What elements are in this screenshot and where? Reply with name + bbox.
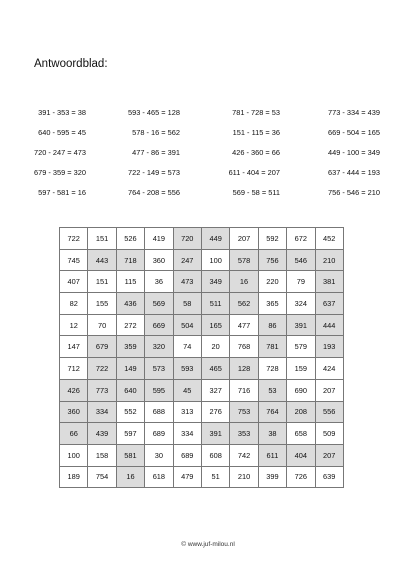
grid-cell: 593 — [173, 358, 201, 380]
grid-cell: 669 — [145, 314, 173, 336]
grid-cell: 419 — [145, 228, 173, 250]
grid-cell: 640 — [116, 379, 144, 401]
equation: 669 - 504 = 165 — [328, 128, 380, 137]
grid-cell: 149 — [116, 358, 144, 380]
grid-cell: 381 — [315, 271, 343, 293]
grid-row — [60, 423, 344, 445]
grid-cell: 573 — [145, 358, 173, 380]
grid-cell: 207 — [230, 228, 258, 250]
grid-cell: 100 — [60, 444, 88, 466]
grid-cell: 504 — [173, 314, 201, 336]
grid-cell: 38 — [258, 423, 286, 445]
grid-cell: 30 — [145, 444, 173, 466]
grid-cell: 658 — [287, 423, 315, 445]
equation-row — [0, 148, 416, 160]
grid-cell: 688 — [145, 401, 173, 423]
equation: 679 - 359 = 320 — [34, 168, 86, 177]
grid-cell: 189 — [60, 466, 88, 488]
equation: 720 - 247 = 473 — [34, 148, 86, 157]
grid-cell: 360 — [145, 249, 173, 271]
equation: 151 - 115 = 36 — [232, 128, 280, 137]
grid-cell: 407 — [60, 271, 88, 293]
grid-cell: 334 — [173, 423, 201, 445]
grid-cell: 320 — [145, 336, 173, 358]
grid-cell: 726 — [287, 466, 315, 488]
grid-cell: 391 — [287, 314, 315, 336]
grid-row — [60, 466, 344, 488]
grid-cell: 556 — [315, 401, 343, 423]
grid-cell: 16 — [230, 271, 258, 293]
grid-cell: 722 — [60, 228, 88, 250]
answer-grid — [59, 227, 344, 488]
grid-row — [60, 249, 344, 271]
grid-cell: 66 — [60, 423, 88, 445]
grid-cell: 45 — [173, 379, 201, 401]
grid-cell: 365 — [258, 293, 286, 315]
grid-cell: 742 — [230, 444, 258, 466]
grid-cell: 473 — [173, 271, 201, 293]
grid-cell: 158 — [88, 444, 116, 466]
grid-cell: 444 — [315, 314, 343, 336]
grid-cell: 159 — [287, 358, 315, 380]
grid-cell: 578 — [230, 249, 258, 271]
equation: 640 - 595 = 45 — [38, 128, 86, 137]
grid-cell: 526 — [116, 228, 144, 250]
grid-cell: 579 — [287, 336, 315, 358]
grid-cell: 689 — [145, 423, 173, 445]
grid-cell: 592 — [258, 228, 286, 250]
grid-cell: 426 — [60, 379, 88, 401]
grid-cell: 36 — [145, 271, 173, 293]
grid-cell: 768 — [230, 336, 258, 358]
grid-cell: 452 — [315, 228, 343, 250]
grid-cell: 151 — [88, 228, 116, 250]
grid-cell: 679 — [88, 336, 116, 358]
grid-cell: 151 — [88, 271, 116, 293]
grid-row — [60, 228, 344, 250]
grid-cell: 58 — [173, 293, 201, 315]
equation: 722 - 149 = 573 — [128, 168, 180, 177]
grid-cell: 764 — [258, 401, 286, 423]
grid-row — [60, 401, 344, 423]
grid-cell: 608 — [201, 444, 229, 466]
grid-cell: 465 — [201, 358, 229, 380]
grid-cell: 51 — [201, 466, 229, 488]
grid-cell: 756 — [258, 249, 286, 271]
grid-cell: 728 — [258, 358, 286, 380]
grid-cell: 313 — [173, 401, 201, 423]
grid-cell: 74 — [173, 336, 201, 358]
equation: 773 - 334 = 439 — [328, 108, 380, 117]
grid-cell: 276 — [201, 401, 229, 423]
grid-cell: 100 — [201, 249, 229, 271]
grid-cell: 155 — [88, 293, 116, 315]
equation: 593 - 465 = 128 — [128, 108, 180, 117]
grid-cell: 689 — [173, 444, 201, 466]
equation: 426 - 360 = 66 — [232, 148, 280, 157]
grid-cell: 618 — [145, 466, 173, 488]
grid-cell: 359 — [116, 336, 144, 358]
grid-cell: 399 — [258, 466, 286, 488]
grid-cell: 353 — [230, 423, 258, 445]
grid-cell: 745 — [60, 249, 88, 271]
grid-cell: 690 — [287, 379, 315, 401]
equation: 597 - 581 = 16 — [38, 188, 86, 197]
grid-cell: 552 — [116, 401, 144, 423]
grid-cell: 639 — [315, 466, 343, 488]
grid-row — [60, 336, 344, 358]
equation: 637 - 444 = 193 — [328, 168, 380, 177]
grid-cell: 360 — [60, 401, 88, 423]
grid-cell: 672 — [287, 228, 315, 250]
grid-cell: 781 — [258, 336, 286, 358]
grid-row — [60, 293, 344, 315]
grid-cell: 718 — [116, 249, 144, 271]
grid-cell: 115 — [116, 271, 144, 293]
grid-cell: 70 — [88, 314, 116, 336]
grid-cell: 147 — [60, 336, 88, 358]
grid-cell: 210 — [230, 466, 258, 488]
grid-cell: 611 — [258, 444, 286, 466]
grid-cell: 436 — [116, 293, 144, 315]
equation: 611 - 404 = 207 — [228, 168, 280, 177]
grid-row — [60, 358, 344, 380]
grid-cell: 12 — [60, 314, 88, 336]
grid-cell: 439 — [88, 423, 116, 445]
grid-cell: 86 — [258, 314, 286, 336]
grid-cell: 753 — [230, 401, 258, 423]
grid-cell: 443 — [88, 249, 116, 271]
grid-cell: 509 — [315, 423, 343, 445]
grid-cell: 391 — [201, 423, 229, 445]
grid-cell: 546 — [287, 249, 315, 271]
grid-cell: 712 — [60, 358, 88, 380]
equation-row — [0, 128, 416, 140]
grid-row — [60, 379, 344, 401]
equation-row — [0, 188, 416, 200]
page-title: Antwoordblad: — [34, 58, 108, 70]
equation: 569 - 58 = 511 — [232, 188, 280, 197]
grid-cell: 595 — [145, 379, 173, 401]
grid-row — [60, 444, 344, 466]
grid-cell: 165 — [201, 314, 229, 336]
equation: 764 - 208 = 556 — [128, 188, 180, 197]
grid-cell: 479 — [173, 466, 201, 488]
grid-cell: 247 — [173, 249, 201, 271]
grid-cell: 349 — [201, 271, 229, 293]
grid-cell: 207 — [315, 379, 343, 401]
grid-cell: 193 — [315, 336, 343, 358]
grid-cell: 220 — [258, 271, 286, 293]
grid-cell: 20 — [201, 336, 229, 358]
equation-row — [0, 168, 416, 180]
equation: 578 - 16 = 562 — [132, 128, 180, 137]
grid-cell: 272 — [116, 314, 144, 336]
equation: 477 - 86 = 391 — [132, 148, 180, 157]
grid-cell: 404 — [287, 444, 315, 466]
grid-cell: 210 — [315, 249, 343, 271]
grid-cell: 562 — [230, 293, 258, 315]
grid-cell: 16 — [116, 466, 144, 488]
grid-cell: 424 — [315, 358, 343, 380]
grid-cell: 722 — [88, 358, 116, 380]
grid-cell: 324 — [287, 293, 315, 315]
grid-cell: 327 — [201, 379, 229, 401]
grid-cell: 128 — [230, 358, 258, 380]
grid-cell: 637 — [315, 293, 343, 315]
grid-cell: 477 — [230, 314, 258, 336]
grid-cell: 773 — [88, 379, 116, 401]
grid-cell: 597 — [116, 423, 144, 445]
grid-cell: 334 — [88, 401, 116, 423]
grid-cell: 82 — [60, 293, 88, 315]
grid-cell: 720 — [173, 228, 201, 250]
equation: 449 - 100 = 349 — [328, 148, 380, 157]
grid-cell: 53 — [258, 379, 286, 401]
equation: 756 - 546 = 210 — [328, 188, 380, 197]
grid-cell: 449 — [201, 228, 229, 250]
grid-cell: 716 — [230, 379, 258, 401]
grid-row — [60, 271, 344, 293]
footer-credit: © www.juf-milou.nl — [181, 541, 235, 548]
grid-cell: 208 — [287, 401, 315, 423]
grid-cell: 207 — [315, 444, 343, 466]
grid-cell: 569 — [145, 293, 173, 315]
grid-cell: 79 — [287, 271, 315, 293]
grid-cell: 511 — [201, 293, 229, 315]
equation: 781 - 728 = 53 — [232, 108, 280, 117]
grid-cell: 754 — [88, 466, 116, 488]
equation: 391 - 353 = 38 — [38, 108, 86, 117]
grid-row — [60, 314, 344, 336]
grid-cell: 581 — [116, 444, 144, 466]
equation-row — [0, 108, 416, 120]
